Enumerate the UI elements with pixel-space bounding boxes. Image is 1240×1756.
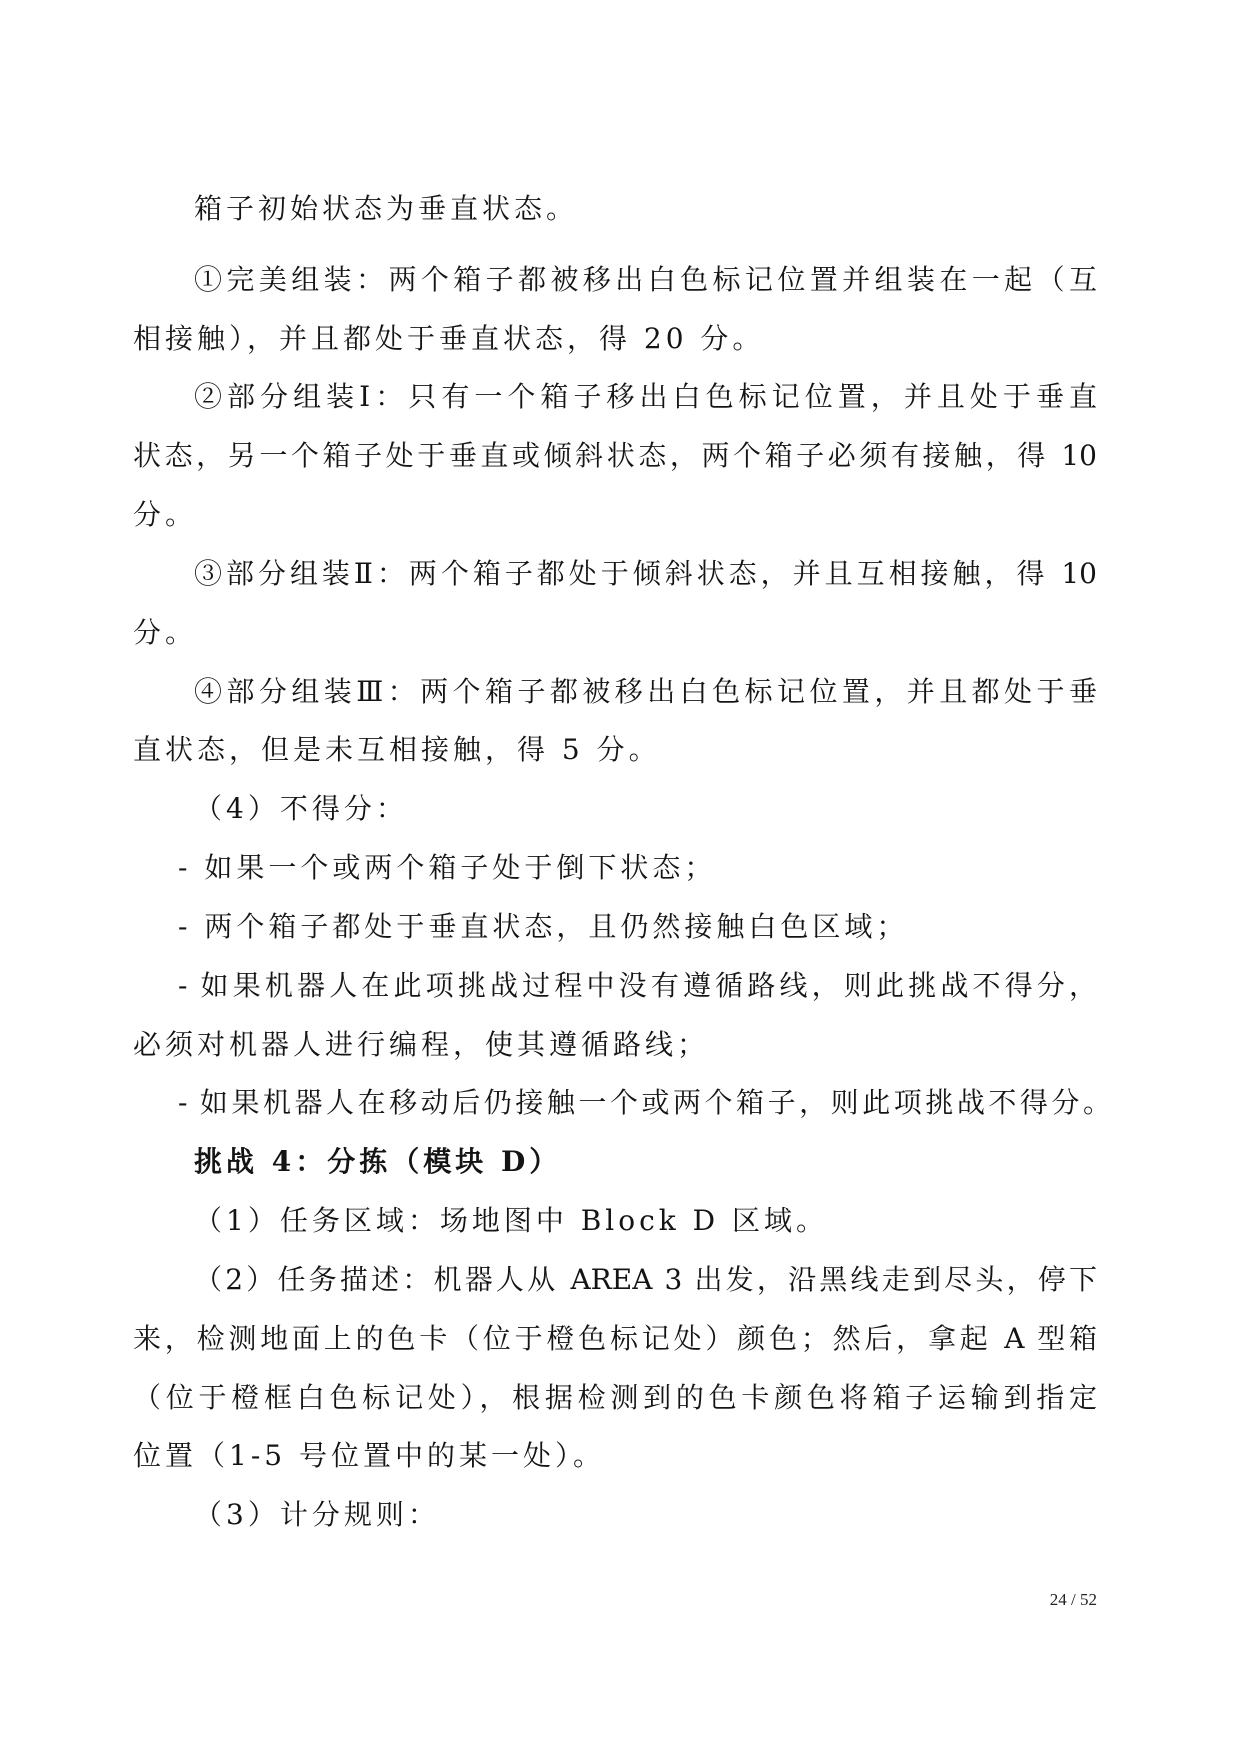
- paragraph-partial-assembly-1: [133, 368, 1097, 544]
- text-line: ①完美组装：两个箱子都被移出白色标记位置并组装在一起（互: [194, 262, 1097, 296]
- text-line: （2）任务描述：机器人从 AREA 3 出发，沿黑线走到尽头，停下: [194, 1262, 1097, 1296]
- paragraph-perfect-assembly: [133, 251, 1097, 369]
- text-line: ②部分组装Ⅰ：只有一个箱子移出白色标记位置，并且处于垂直: [194, 380, 1097, 414]
- paragraph-no-score-heading: （4）不得分：: [194, 792, 408, 826]
- section-heading: 挑战 4：分拣（模块 D）: [194, 1145, 562, 1179]
- text-line: ③部分组装Ⅱ：两个箱子都处于倾斜状态，并且互相接触，得 10: [194, 556, 1097, 590]
- list-item: [133, 957, 1097, 1075]
- text-line: （位于橙框白色标记处），根据检测到的色卡颜色将箱子运输到指定: [133, 1380, 1097, 1414]
- text-line: 相接触），并且都处于垂直状态，得 20 分。: [133, 321, 765, 355]
- list-item: - 两个箱子都处于垂直状态，且仍然接触白色区域；: [178, 909, 909, 943]
- text-line: ④部分组装Ⅲ：两个箱子都被移出白色标记位置，并且都处于垂: [194, 674, 1097, 708]
- page-body: [133, 180, 1111, 1545]
- page-number: 24 / 52: [1049, 1590, 1097, 1609]
- paragraph-task-area: （1）任务区域：场地图中 Block D 区域。: [194, 1204, 829, 1238]
- list-item: - 如果机器人在移动后仍接触一个或两个箱子，则此项挑战不得分。: [178, 1086, 1111, 1120]
- list-item: - 如果一个或两个箱子处于倒下状态；: [178, 851, 717, 885]
- text-line: 状态，另一个箱子处于垂直或倾斜状态，两个箱子必须有接触，得 10: [133, 439, 1097, 473]
- paragraph-partial-assembly-2: [133, 545, 1097, 663]
- text-line: 直状态，但是未互相接触，得 5 分。: [133, 733, 661, 767]
- paragraph-scoring-rules: （3）计分规则：: [194, 1498, 440, 1532]
- paragraph-partial-assembly-3: [133, 663, 1097, 781]
- text-line: 来，检测地面上的色卡（位于橙色标记处）颜色；然后，拿起 A 型箱: [133, 1321, 1097, 1355]
- text-line: 分。: [133, 615, 198, 649]
- paragraph-task-description: [133, 1251, 1097, 1486]
- text-line: 分。: [133, 498, 198, 532]
- paragraph-initial-state: 箱子初始状态为垂直状态。: [194, 192, 579, 225]
- text-line: 位置（1-5 号位置中的某一处）。: [133, 1439, 605, 1473]
- text-line: 必须对机器人进行编程，使其遵循路线；: [133, 1027, 710, 1061]
- text-line: - 如果机器人在此项挑战过程中没有遵循路线，则此挑战不得分，: [178, 968, 1097, 1002]
